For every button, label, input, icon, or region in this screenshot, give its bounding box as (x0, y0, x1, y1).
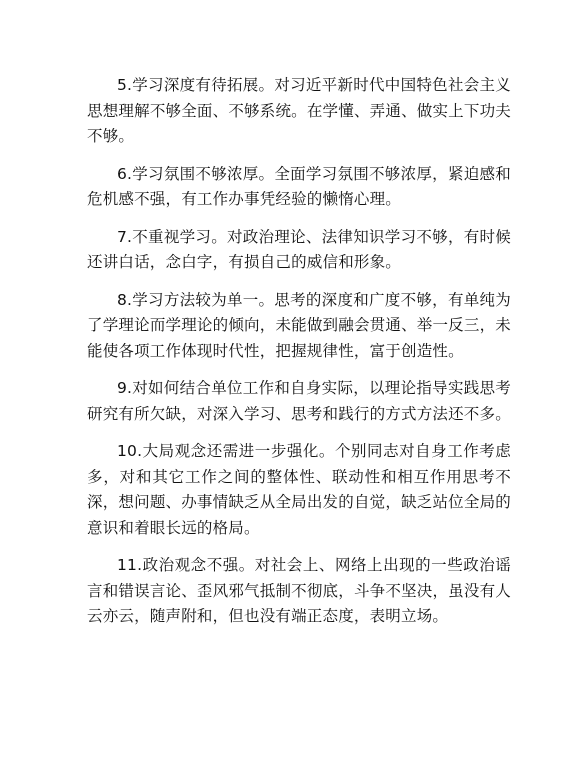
paragraph-item-10: 10.大局观念还需进一步强化。个别同志对自身工作考虑多，对和其它工作之间的整体性、联动性和相互作用思考不深，想问题、办事情缺乏从全局出发的自觉，缺乏站位全局的意识和着眼长远的格局。 (87, 442, 511, 537)
paragraph-item-6: 6.学习氛围不够浓厚。全面学习氛围不够浓厚，紧迫感和危机感不强，有工作办事凭经验的懒惰心理。 (87, 164, 511, 208)
paragraph-item-9: 9.对如何结合单位工作和自身实际，以理论指导实践思考研究有所欠缺，对深入学习、思考和践行的方式方法还不多。 (87, 379, 511, 423)
paragraph-item-8: 8.学习方法较为单一。思考的深度和广度不够，有单纯为了学理论而学理论的倾向，未能做到融会贯通、举一反三，未能使各项工作体现时代性，把握规律性，富于创造性。 (87, 290, 511, 360)
paragraph-item-7: 7.不重视学习。对政治理论、法律知识学习不够，有时候还讲白话，念白字，有损自己的威信和形象。 (87, 227, 511, 271)
paragraph-item-11: 11.政治观念不强。对社会上、网络上出现的一些政治谣言和错误言论、歪风邪气抵制不彻底，斗争不坚决，虽没有人云亦云，随声附和，但也没有端正态度，表明立场。 (87, 556, 511, 625)
document-body (87, 73, 511, 642)
paragraph-item-5: 5.学习深度有待拓展。对习近平新时代中国特色社会主义思想理解不够全面、不够系统。在学懂、弄通、做实上下功夫不够。 (87, 76, 511, 145)
